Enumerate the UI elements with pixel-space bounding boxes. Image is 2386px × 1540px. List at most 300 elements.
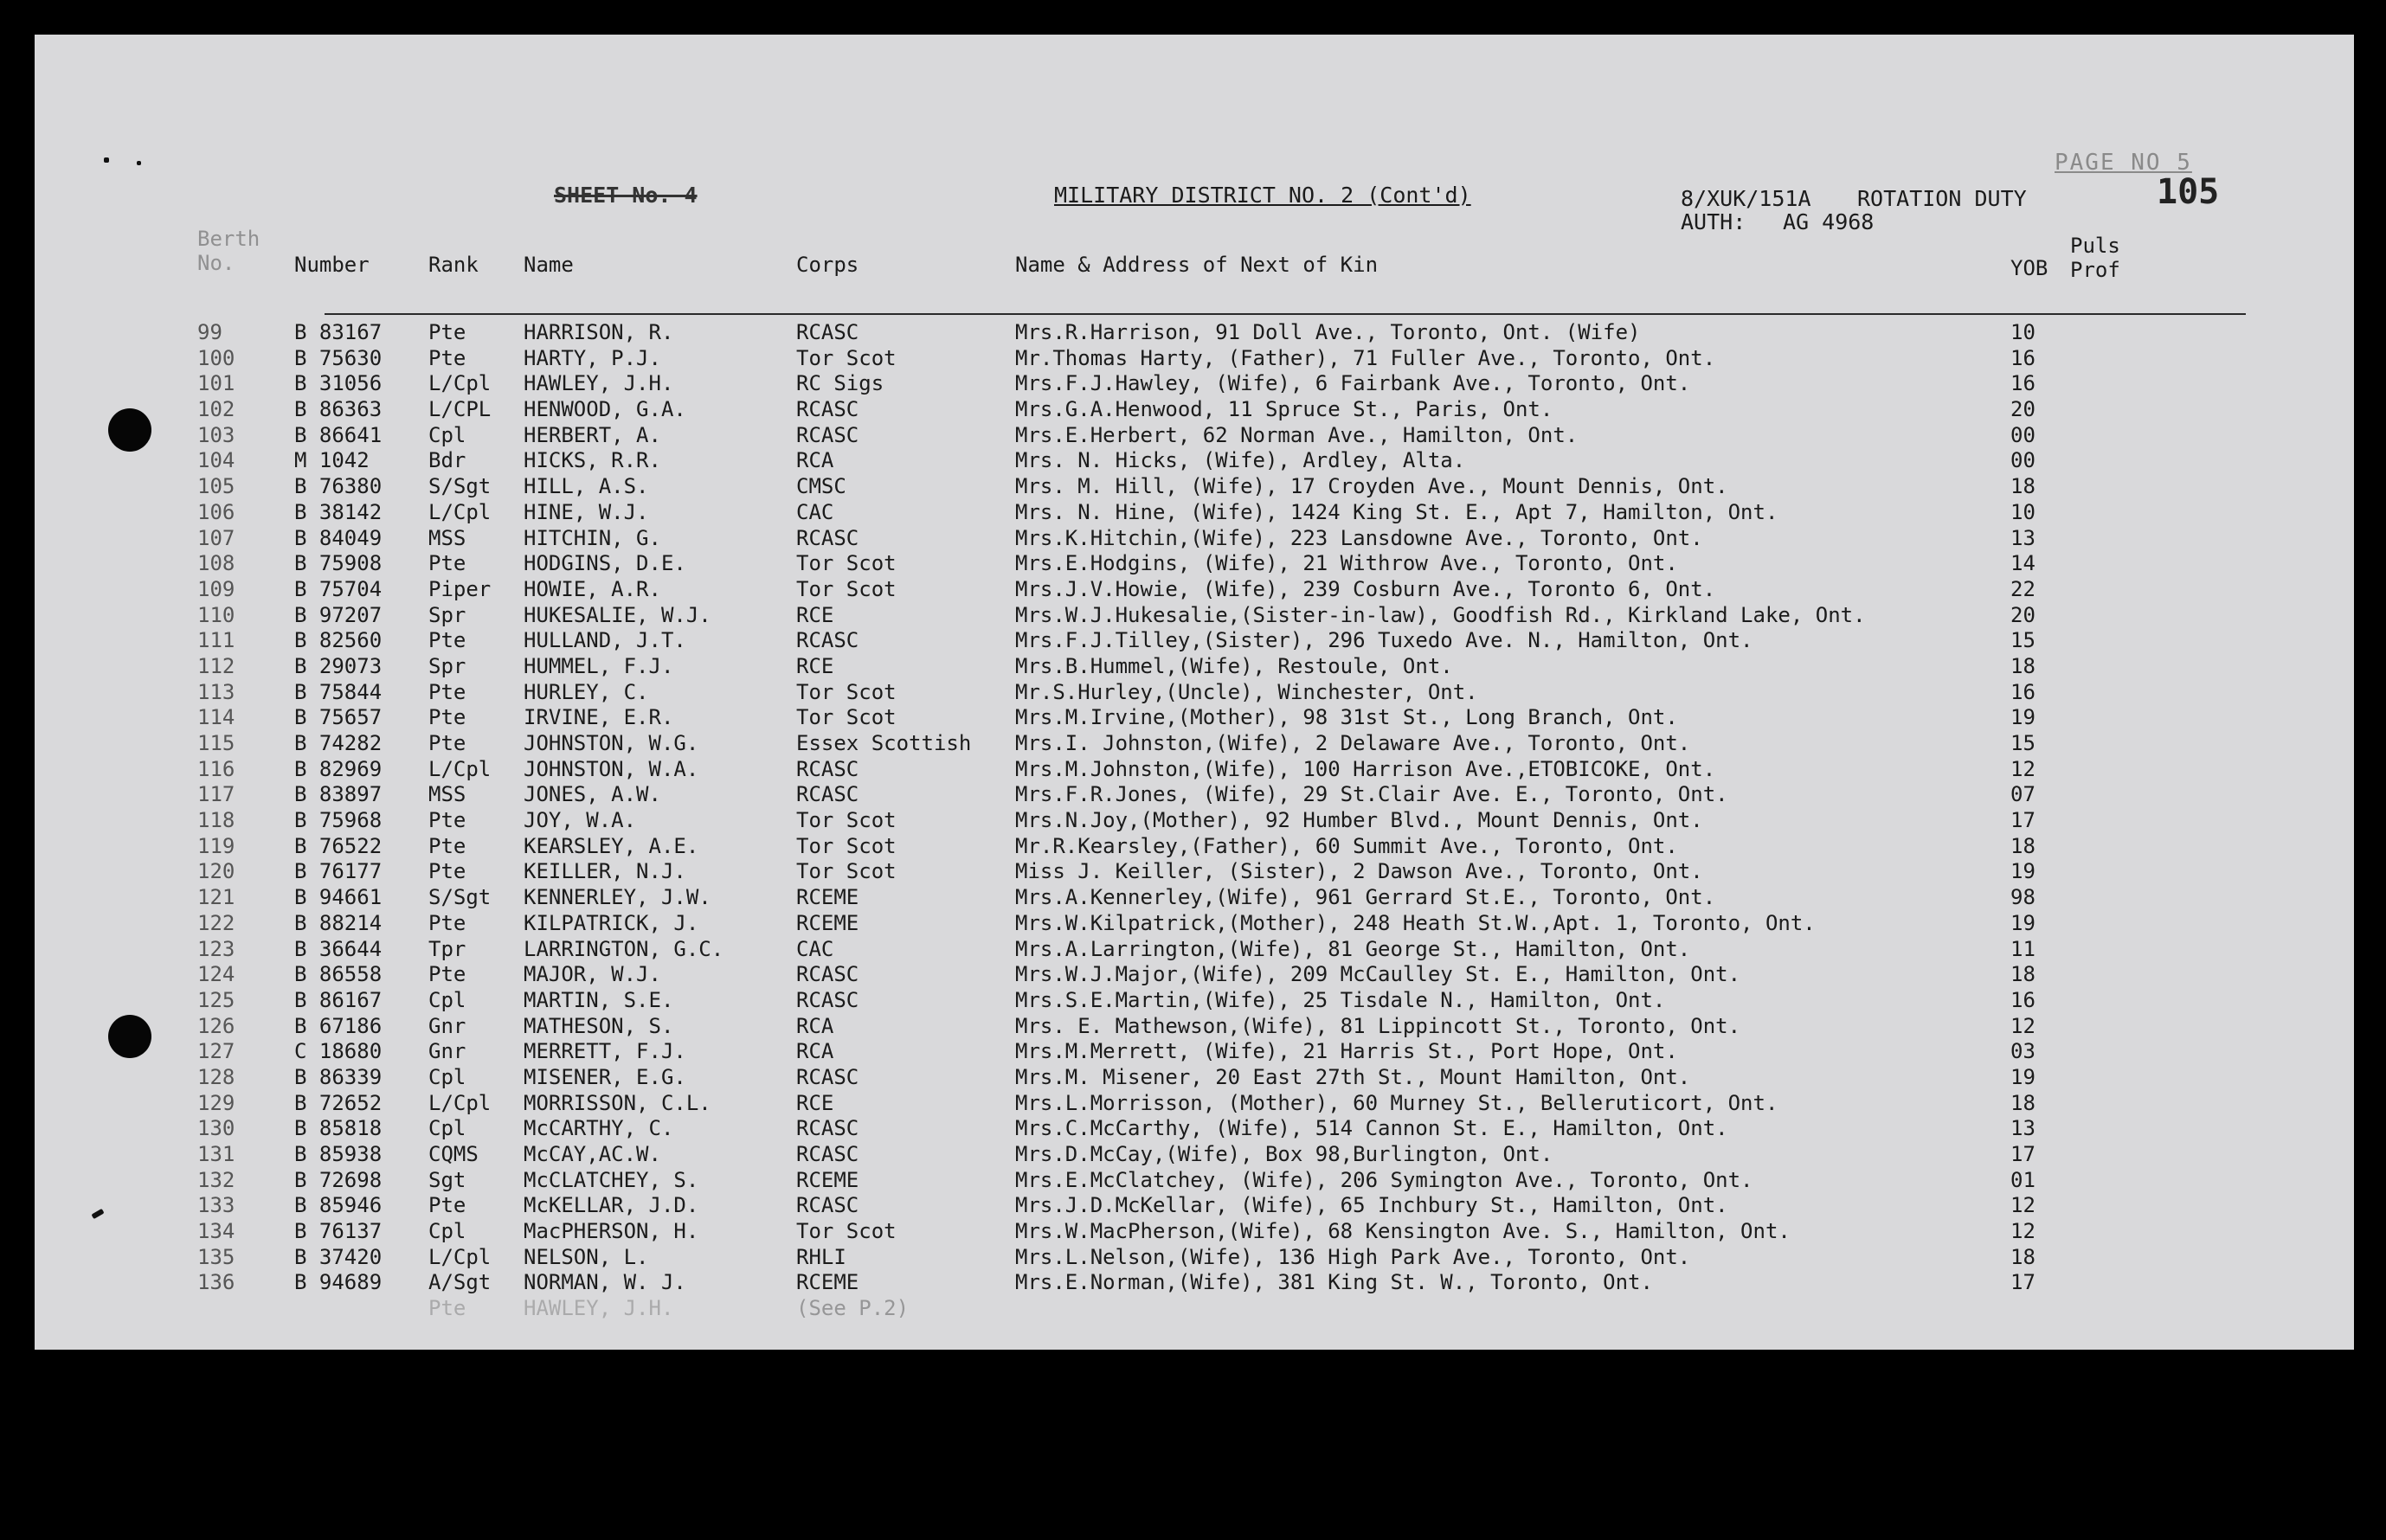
table-row	[35, 1270, 2354, 1296]
cell-kin: Mrs.W.MacPherson,(Wife), 68 Kensington Ave. S., Hamilton, Ont.	[1015, 1219, 1791, 1244]
cell-rank: Bdr	[428, 448, 466, 473]
cell-name: KEARSLEY, A.E.	[524, 833, 699, 858]
cell-number: B 82969	[294, 756, 383, 781]
cell-name: NORMAN, W. J.	[524, 1270, 686, 1295]
cell-no: 126	[197, 1013, 235, 1038]
cell-number: C 18680	[294, 1039, 383, 1064]
cell-name: HERBERT, A.	[524, 422, 661, 447]
table-row	[35, 757, 2354, 783]
cell-corps: RCASC	[796, 987, 859, 1012]
cell-name: HICKS, R.R.	[524, 448, 661, 473]
table-row	[35, 1014, 2354, 1040]
cell-name: HILL, A.S.	[524, 474, 649, 499]
cell-corps: RCE	[796, 1090, 834, 1115]
cell-number: B 83897	[294, 782, 383, 807]
cell-yob: 18	[2010, 833, 2035, 858]
district-title: MILITARY DISTRICT NO. 2 (Cont'd)	[1054, 183, 1471, 208]
cell-kin: Mrs.L.Nelson,(Wife), 136 High Park Ave., Toronto, Ont.	[1015, 1244, 1691, 1269]
cell-name: HUMMEL, F.J.	[524, 653, 674, 678]
cell-name: HUKESALIE, W.J.	[524, 602, 711, 627]
cell-corps: Tor Scot	[796, 551, 897, 576]
page-number: PAGE NO 5	[2055, 150, 2192, 176]
cell-yob: 12	[2010, 1193, 2035, 1218]
cell-corps: CMSC	[796, 474, 846, 499]
cell-yob: 15	[2010, 628, 2035, 653]
cell-no: 129	[197, 1090, 235, 1115]
cell-corps: Tor Scot	[796, 859, 897, 884]
cell-yob: 17	[2010, 808, 2035, 833]
cell-corps: RCASC	[796, 1116, 859, 1141]
cell-no: 102	[197, 397, 235, 422]
cell-no: 120	[197, 859, 235, 884]
cell-no: 135	[197, 1244, 235, 1269]
table-row	[35, 1091, 2354, 1117]
cell-yob: 11	[2010, 936, 2035, 961]
page-stamp: 105	[2157, 172, 2220, 212]
cell-corps: RCASC	[796, 422, 859, 447]
cell-no: 109	[197, 576, 235, 601]
cell-name: JONES, A.W.	[524, 782, 661, 807]
cell-no: 132	[197, 1167, 235, 1192]
cell-yob: 13	[2010, 1116, 2035, 1141]
cell-yob: 00	[2010, 448, 2035, 473]
cell-corps: Tor Scot	[796, 345, 897, 370]
cell-rank: Pte	[428, 962, 466, 987]
cell-number: B 86339	[294, 1064, 383, 1089]
cell-yob: 18	[2010, 962, 2035, 987]
cell-yob: 19	[2010, 859, 2035, 884]
table-row	[35, 371, 2354, 397]
cell-kin: Mrs.A.Larrington,(Wife), 81 George St., Hamilton, Ont.	[1015, 936, 1691, 961]
cell-no: 125	[197, 987, 235, 1012]
table-row	[35, 577, 2354, 603]
cell-number: B 85818	[294, 1116, 383, 1141]
cell-number: B 75968	[294, 808, 383, 833]
cell-rank: Spr	[428, 602, 466, 627]
cell-corps: RCASC	[796, 782, 859, 807]
cell-number: B 29073	[294, 653, 383, 678]
col-number: Number	[294, 253, 370, 277]
cell-no: 133	[197, 1193, 235, 1218]
cell-number: B 75630	[294, 345, 383, 370]
cell-kin: Mrs.M. Misener, 20 East 27th St., Mount Hamilton, Ont.	[1015, 1064, 1691, 1089]
cell-number: B 86363	[294, 397, 383, 422]
cell-kin: Mrs.I. Johnston,(Wife), 2 Delaware Ave., Toronto, Ont.	[1015, 731, 1691, 755]
cell-yob: 10	[2010, 499, 2035, 524]
cell-yob: 07	[2010, 782, 2035, 807]
cell-yob: 20	[2010, 602, 2035, 627]
cell-name: MacPHERSON, H.	[524, 1219, 699, 1244]
cell-corps: RCE	[796, 653, 834, 678]
table-row	[35, 1193, 2354, 1219]
table-row	[35, 423, 2354, 449]
cell-yob: 18	[2010, 474, 2035, 499]
cell-name: HOWIE, A.R.	[524, 576, 661, 601]
cell-rank: Cpl	[428, 987, 466, 1012]
cell-number: B 86641	[294, 422, 383, 447]
cell-number: B 76522	[294, 833, 383, 858]
cell-name: McCARTHY, C.	[524, 1116, 674, 1141]
cell-name: McKELLAR, J.D.	[524, 1193, 699, 1218]
col-kin: Name & Address of Next of Kin	[1015, 253, 1379, 277]
cell-no: 130	[197, 1116, 235, 1141]
table-row	[35, 911, 2354, 937]
table-row	[35, 474, 2354, 500]
cell-rank: Cpl	[428, 1219, 466, 1244]
cell-number: B 31056	[294, 371, 383, 396]
cell-name: HODGINS, D.E.	[524, 551, 686, 576]
table-row	[35, 988, 2354, 1014]
cell-no: 100	[197, 345, 235, 370]
cell-yob: 03	[2010, 1039, 2035, 1064]
table-row	[35, 346, 2354, 372]
cell-no: 131	[197, 1142, 235, 1166]
cell-yob: 19	[2010, 705, 2035, 730]
cell-kin: Mrs.J.V.Howie, (Wife), 239 Cosburn Ave., Toronto 6, Ont.	[1015, 576, 1716, 601]
cell-name: MARTIN, S.E.	[524, 987, 674, 1012]
cell-no: 118	[197, 808, 235, 833]
table-row	[35, 885, 2354, 911]
cell-kin: Mrs. N. Hine, (Wife), 1424 King St. E., Apt 7, Hamilton, Ont.	[1015, 499, 1778, 524]
cell-kin: Mrs. M. Hill, (Wife), 17 Croyden Ave., Mount Dennis, Ont.	[1015, 474, 1728, 499]
cell-no: 110	[197, 602, 235, 627]
cell-rank: Pte	[428, 731, 466, 755]
table-row	[35, 705, 2354, 731]
cell-no: 121	[197, 885, 235, 910]
cell-yob: 17	[2010, 1142, 2035, 1166]
cell-corps: Tor Scot	[796, 1219, 897, 1244]
cell-no: 127	[197, 1039, 235, 1064]
col-corps: Corps	[796, 253, 859, 277]
cell-kin: Mrs. N. Hicks, (Wife), Ardley, Alta.	[1015, 448, 1466, 473]
cell-number: B 38142	[294, 499, 383, 524]
cell-rank: L/Cpl	[428, 371, 492, 396]
cell-rank: L/Cpl	[428, 756, 492, 781]
cell-no: 116	[197, 756, 235, 781]
cell-corps: Essex Scottish	[796, 731, 972, 755]
cell-name: JOHNSTON, W.G.	[524, 731, 699, 755]
cut-row-name: HAWLEY, J.H.	[524, 1296, 674, 1320]
cell-rank: Cpl	[428, 422, 466, 447]
cell-corps: RCASC	[796, 397, 859, 422]
table-row	[35, 937, 2354, 963]
cell-no: 99	[197, 320, 222, 344]
cell-number: B 85938	[294, 1142, 383, 1166]
cell-corps: RHLI	[796, 1244, 846, 1269]
cell-yob: 12	[2010, 1219, 2035, 1244]
cell-rank: Pte	[428, 808, 466, 833]
table-row	[35, 551, 2354, 577]
cell-yob: 16	[2010, 345, 2035, 370]
cell-no: 114	[197, 705, 235, 730]
cell-no: 103	[197, 422, 235, 447]
cell-corps: RCA	[796, 448, 834, 473]
cell-name: MORRISSON, C.L.	[524, 1090, 711, 1115]
table-row	[35, 1142, 2354, 1168]
cell-no: 136	[197, 1270, 235, 1295]
cell-yob: 98	[2010, 885, 2035, 910]
cell-corps: Tor Scot	[796, 833, 897, 858]
col-puls: Puls	[2070, 234, 2120, 258]
cell-rank: Cpl	[428, 1116, 466, 1141]
cell-corps: RCE	[796, 602, 834, 627]
cell-number: B 72698	[294, 1167, 383, 1192]
cell-yob: 19	[2010, 910, 2035, 935]
cell-corps: Tor Scot	[796, 576, 897, 601]
auth-value: AG 4968	[1783, 209, 1875, 234]
cell-kin: Mrs.W.J.Major,(Wife), 209 McCaulley St. E., Hamilton, Ont.	[1015, 962, 1741, 987]
cell-corps: RCASC	[796, 1064, 859, 1089]
cell-name: HINE, W.J.	[524, 499, 649, 524]
cell-rank: L/Cpl	[428, 1090, 492, 1115]
cell-kin: Mr.R.Kearsley,(Father), 60 Summit Ave., Toronto, Ont.	[1015, 833, 1678, 858]
cell-corps: Tor Scot	[796, 808, 897, 833]
cell-kin: Mrs.B.Hummel,(Wife), Restoule, Ont.	[1015, 653, 1453, 678]
col-yob: YOB	[2010, 256, 2048, 280]
table-row	[35, 603, 2354, 629]
cell-rank: Pte	[428, 320, 466, 344]
cell-no: 123	[197, 936, 235, 961]
cell-rank: Tpr	[428, 936, 466, 961]
cell-kin: Mrs.E.Norman,(Wife), 381 King St. W., Toronto, Ont.	[1015, 1270, 1653, 1295]
auth-label: AUTH:	[1681, 209, 1746, 234]
cell-corps: RCA	[796, 1013, 834, 1038]
cell-no: 128	[197, 1064, 235, 1089]
cell-rank: Piper	[428, 576, 492, 601]
cell-kin: Mrs.F.J.Tilley,(Sister), 296 Tuxedo Ave. N., Hamilton, Ont.	[1015, 628, 1753, 653]
table-row	[35, 731, 2354, 757]
cell-name: JOY, W.A.	[524, 808, 637, 833]
cell-kin: Mrs.L.Morrisson, (Mother), 60 Murney St., Belleruticort, Ont.	[1015, 1090, 1778, 1115]
cell-kin: Mrs.E.Herbert, 62 Norman Ave., Hamilton, Ont.	[1015, 422, 1579, 447]
cell-kin: Mrs.W.Kilpatrick,(Mother), 248 Heath St.W.,Apt. 1, Toronto, Ont.	[1015, 910, 1816, 935]
cell-number: B 86558	[294, 962, 383, 987]
cell-no: 134	[197, 1219, 235, 1244]
cell-name: NELSON, L.	[524, 1244, 649, 1269]
cell-number: B 86167	[294, 987, 383, 1012]
table-row	[35, 320, 2354, 346]
cell-rank: CQMS	[428, 1142, 479, 1166]
cell-yob: 14	[2010, 551, 2035, 576]
cell-rank: Spr	[428, 653, 466, 678]
cell-number: B 75704	[294, 576, 383, 601]
cell-name: MERRETT, F.J.	[524, 1039, 686, 1064]
cell-name: HULLAND, J.T.	[524, 628, 686, 653]
table-row	[35, 1245, 2354, 1271]
cell-number: B 76137	[294, 1219, 383, 1244]
cell-yob: 12	[2010, 1013, 2035, 1038]
cell-name: McCLATCHEY, S.	[524, 1167, 699, 1192]
cell-name: HURLEY, C.	[524, 679, 649, 704]
cell-name: MAJOR, W.J.	[524, 962, 661, 987]
cell-number: B 76380	[294, 474, 383, 499]
table-row	[35, 782, 2354, 808]
cell-kin: Mrs.A.Kennerley,(Wife), 961 Gerrard St.E., Toronto, Ont.	[1015, 885, 1716, 910]
cell-kin: Mrs.D.McCay,(Wife), Box 98,Burlington, Ont.	[1015, 1142, 1553, 1166]
cell-no: 112	[197, 653, 235, 678]
cell-number: B 72652	[294, 1090, 383, 1115]
cell-corps: RCA	[796, 1039, 834, 1064]
cell-corps: CAC	[796, 936, 834, 961]
cell-number: B 75908	[294, 551, 383, 576]
cell-rank: Pte	[428, 859, 466, 884]
cell-name: HARRISON, R.	[524, 320, 674, 344]
cell-rank: L/Cpl	[428, 1244, 492, 1269]
cell-kin: Mrs.E.Hodgins, (Wife), 21 Withrow Ave., Toronto, Ont.	[1015, 551, 1678, 576]
table-row	[35, 628, 2354, 654]
cell-name: LARRINGTON, G.C.	[524, 936, 724, 961]
cell-yob: 15	[2010, 731, 2035, 755]
cell-number: B 75844	[294, 679, 383, 704]
cell-rank: Pte	[428, 679, 466, 704]
col-name: Name	[524, 253, 574, 277]
cell-number: B 94689	[294, 1270, 383, 1295]
cell-name: HITCHIN, G.	[524, 525, 661, 550]
cell-no: 108	[197, 551, 235, 576]
speck	[104, 157, 109, 163]
cell-kin: Mr.S.Hurley,(Uncle), Winchester, Ont.	[1015, 679, 1478, 704]
cell-rank: S/Sgt	[428, 474, 492, 499]
manifest-table	[35, 320, 2354, 1296]
cut-row-corps: (See P.2)	[796, 1296, 910, 1320]
cell-kin: Miss J. Keiller, (Sister), 2 Dawson Ave., Toronto, Ont.	[1015, 859, 1703, 884]
cell-rank: Pte	[428, 551, 466, 576]
cell-kin: Mrs.F.R.Jones, (Wife), 29 St.Clair Ave. E., Toronto, Ont.	[1015, 782, 1728, 807]
cell-corps: RCASC	[796, 962, 859, 987]
cell-rank: Pte	[428, 1193, 466, 1218]
col-rank: Rank	[428, 253, 479, 277]
cell-kin: Mrs.C.McCarthy, (Wife), 514 Cannon St. E., Hamilton, Ont.	[1015, 1116, 1728, 1141]
cell-kin: Mrs.M.Merrett, (Wife), 21 Harris St., Port Hope, Ont.	[1015, 1039, 1678, 1064]
cell-corps: RCASC	[796, 1193, 859, 1218]
cell-number: B 88214	[294, 910, 383, 935]
col-prof: Prof	[2070, 258, 2120, 282]
cell-number: B 36644	[294, 936, 383, 961]
sheet-number: SHEET No. 4	[554, 183, 698, 208]
table-row	[35, 1219, 2354, 1245]
cell-kin: Mrs.S.E.Martin,(Wife), 25 Tisdale N., Hamilton, Ont.	[1015, 987, 1666, 1012]
col-berth: Berth	[197, 227, 260, 251]
cell-yob: 18	[2010, 1244, 2035, 1269]
cell-kin: Mrs.M.Johnston,(Wife), 100 Harrison Ave.,ETOBICOKE, Ont.	[1015, 756, 1716, 781]
cell-name: HAWLEY, J.H.	[524, 371, 674, 396]
cell-rank: Pte	[428, 345, 466, 370]
cell-rank: Pte	[428, 705, 466, 730]
table-row	[35, 448, 2354, 474]
cell-corps: RCEME	[796, 910, 859, 935]
cell-no: 104	[197, 448, 235, 473]
cell-no: 113	[197, 679, 235, 704]
table-row	[35, 397, 2354, 423]
cell-corps: RCASC	[796, 756, 859, 781]
cell-name: IRVINE, E.R.	[524, 705, 674, 730]
cell-number: B 67186	[294, 1013, 383, 1038]
cell-name: MATHESON, S.	[524, 1013, 674, 1038]
cell-kin: Mrs.E.McClatchey, (Wife), 206 Symington Ave., Toronto, Ont.	[1015, 1167, 1753, 1192]
cell-yob: 22	[2010, 576, 2035, 601]
cell-kin: Mrs.G.A.Henwood, 11 Spruce St., Paris, Ont.	[1015, 397, 1553, 422]
cell-name: HENWOOD, G.A.	[524, 397, 686, 422]
table-row	[35, 1065, 2354, 1091]
cell-number: B 85946	[294, 1193, 383, 1218]
cell-corps: CAC	[796, 499, 834, 524]
cell-yob: 17	[2010, 1270, 2035, 1295]
cell-no: 117	[197, 782, 235, 807]
cell-number: M 1042	[294, 448, 370, 473]
cell-corps: RCASC	[796, 628, 859, 653]
cell-yob: 20	[2010, 397, 2035, 422]
rotation-duty: ROTATION DUTY	[1857, 186, 2027, 211]
cell-rank: L/CPL	[428, 397, 492, 422]
cut-row-rank: Pte	[428, 1296, 466, 1320]
col-berth-no: No.	[197, 251, 235, 275]
cell-number: B 75657	[294, 705, 383, 730]
cell-rank: Pte	[428, 833, 466, 858]
cell-name: KENNERLEY, J.W.	[524, 885, 711, 910]
cell-kin: Mrs.M.Irvine,(Mother), 98 31st St., Long Branch, Ont.	[1015, 705, 1678, 730]
cell-number: B 94661	[294, 885, 383, 910]
cell-rank: Sgt	[428, 1167, 466, 1192]
cell-corps: RCASC	[796, 320, 859, 344]
cell-name: JOHNSTON, W.A.	[524, 756, 699, 781]
cell-rank: Gnr	[428, 1013, 466, 1038]
table-row	[35, 1116, 2354, 1142]
cell-no: 124	[197, 962, 235, 987]
cell-corps: RC Sigs	[796, 371, 884, 396]
cell-kin: Mrs.F.J.Hawley, (Wife), 6 Fairbank Ave., Toronto, Ont.	[1015, 371, 1691, 396]
cell-number: B 82560	[294, 628, 383, 653]
cell-no: 105	[197, 474, 235, 499]
cell-corps: RCEME	[796, 885, 859, 910]
cell-yob: 00	[2010, 422, 2035, 447]
table-row	[35, 834, 2354, 860]
speck	[137, 161, 141, 165]
cell-corps: RCEME	[796, 1167, 859, 1192]
document-sheet	[35, 35, 2354, 1350]
cell-yob: 10	[2010, 320, 2035, 344]
cell-kin: Mrs.K.Hitchin,(Wife), 223 Lansdowne Ave., Toronto, Ont.	[1015, 525, 1703, 550]
cell-yob: 16	[2010, 987, 2035, 1012]
cell-rank: MSS	[428, 782, 466, 807]
table-row	[35, 808, 2354, 834]
cell-no: 122	[197, 910, 235, 935]
cell-no: 111	[197, 628, 235, 653]
cell-no: 106	[197, 499, 235, 524]
table-row	[35, 859, 2354, 885]
cell-name: MISENER, E.G.	[524, 1064, 686, 1089]
cell-number: B 37420	[294, 1244, 383, 1269]
table-row	[35, 526, 2354, 552]
cell-number: B 97207	[294, 602, 383, 627]
cell-no: 107	[197, 525, 235, 550]
cell-kin: Mrs.R.Harrison, 91 Doll Ave., Toronto, Ont. (Wife)	[1015, 320, 1641, 344]
cell-corps: RCASC	[796, 1142, 859, 1166]
cell-rank: Pte	[428, 628, 466, 653]
cell-yob: 13	[2010, 525, 2035, 550]
table-row	[35, 1039, 2354, 1065]
table-row	[35, 962, 2354, 988]
cell-name: KILPATRICK, J.	[524, 910, 699, 935]
cell-name: McCAY,AC.W.	[524, 1142, 661, 1166]
cell-yob: 01	[2010, 1167, 2035, 1192]
cell-rank: L/Cpl	[428, 499, 492, 524]
cell-rank: S/Sgt	[428, 885, 492, 910]
header-rule	[325, 313, 2246, 315]
cell-yob: 16	[2010, 679, 2035, 704]
cell-name: HARTY, P.J.	[524, 345, 661, 370]
cell-yob: 16	[2010, 371, 2035, 396]
cell-kin: Mrs. E. Mathewson,(Wife), 81 Lippincott St., Toronto, Ont.	[1015, 1013, 1741, 1038]
